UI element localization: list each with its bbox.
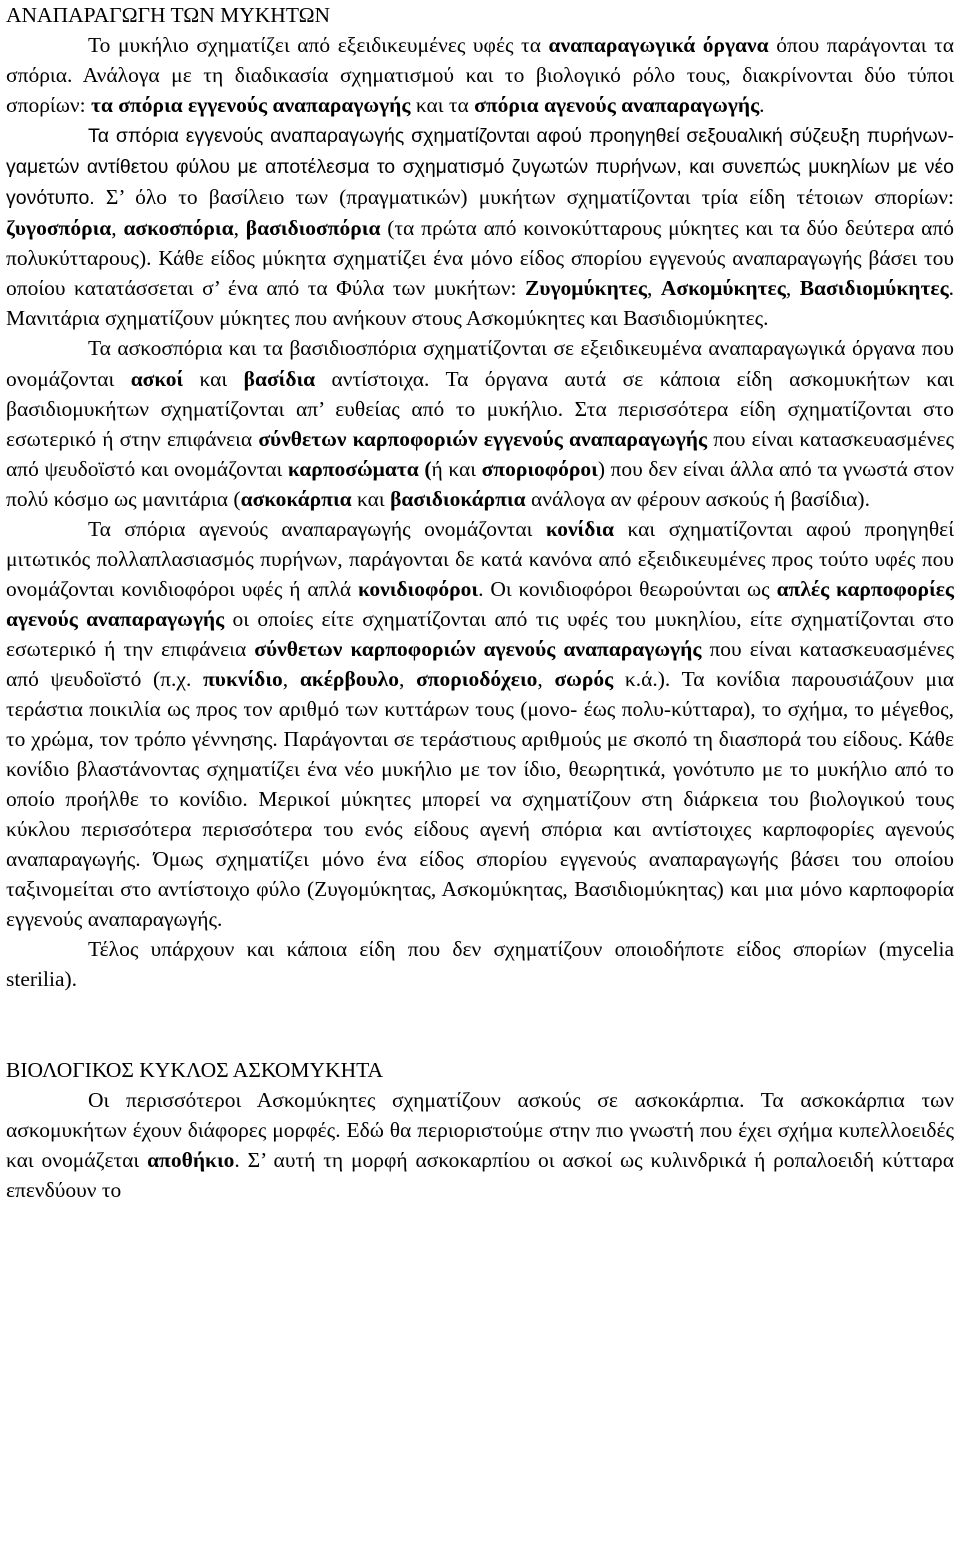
text-run: και τα [410, 93, 475, 118]
text-run: Σ’ όλο το βασίλειο των (πραγματικών) μυκήτων σχηματίζονται τρία είδη τέτοιων σπορίων: [94, 185, 954, 210]
text-run: , [399, 666, 417, 691]
text-run: Τέλος υπάρχουν και κάποια είδη που δεν σχηματίζουν οποιοδήποτε είδος σπορίων (mycelia sterilia). [6, 937, 954, 992]
bold-term: πυκνίδιο [203, 666, 283, 691]
bold-term: αποθήκιο [147, 1147, 235, 1172]
paragraph-sexual-spores [6, 120, 954, 333]
text-run: , [646, 276, 661, 301]
text-run: , [111, 216, 124, 241]
bold-term: ακέρβουλο [299, 666, 399, 691]
bold-term: Ζυγομύκητες [525, 276, 647, 301]
text-run: Τα ασκοσπόρια και τα βασιδιοσπόρια σχηματίζονται σε εξειδικευμένα αναπαραγωγικά όργανα που ονομάζονται [6, 336, 954, 391]
paragraph-apothecium [6, 1085, 954, 1205]
text-run: Οι περισσότεροι Ασκομύκητες σχηματίζουν ασκούς σε ασκοκάρπια. Τα ασκοκάρπια των ασκομυκήτων έχουν διάφορες μορφές. Εδώ θα περιοριστούμε στην πιο γνωστή που έχει σχήμα κυπελλοειδές και ονομάζεται [6, 1087, 954, 1172]
bold-term: σύνθετων καρποφοριών εγγενούς αναπαραγωγής [258, 426, 708, 451]
text-run: (τα πρώτα από κοινοκύτταρους μύκητες και τα δύο δεύτερα από πολυκύτταρους). Κάθε είδος μύκητα σχηματίζει ένα μόνο είδος σπορίου εγγενούς αναπαραγωγής βάσει του οποίου κατατάσσεται σ’ ένα από τα Φύλα των μυκήτων: [6, 216, 955, 301]
paragraph-mycelia-sterilia [6, 934, 954, 994]
text-run: . Οι κονιδιοφόροι θεωρούνται ως [478, 576, 777, 601]
bold-term: κονιδιοφόροι [358, 576, 479, 601]
section-heading-reproduction: ΑΝΑΠΑΡΑΓΩΓΗ ΤΩΝ ΜΥΚΗΤΩΝ [6, 3, 331, 27]
bold-term: σποριοφόροι [481, 456, 598, 481]
text-run: όπου παράγονται τα σπόρια. Ανάλογα με τη διαδικασία σχηματισμού και το βιολογικό ρόλο τους, διακρίνονται δύο τύποι σπορίων: [6, 33, 954, 118]
text-run: κ.ά.). Τα κονίδια παρουσιάζουν μια τεράστια ποικιλία ως προς τον αριθμό των κυττάρων τους (μονο- έως πολυ-κύτταρα), το σχήμα, το μέγεθος, το χρώμα, τον τρόπο γέννησης. Παράγονται σε τεράστιους αριθμούς με σκοπό τη διασπορά του είδους. Κάθε κονίδιο βλαστάνοντας σχηματίζει ένα νέο μυκήλιο με τον ίδιο, θεωρητικά, γονότυπο με το μυκήλιο από το οποίο προήλθε το κονίδιο. Μερικοί μύκητες μπορεί να σχηματίζουν στη διάρκεια του βιολογικού τους κύκλου περισσότερα περισσότερα του ενός είδους αγενή σπόρια και αντίστοιχες καρποφορίες αγενούς αναπαραγωγής. Όμως σχηματίζει μόνο ένα είδος σπορίου εγγενούς αναπαραγωγής βάσει του οποίου ταξινομείται στο αντίστοιχο φύλο (Ζυγομύκητας, Ασκομύκητας, Βασιδιομύκητας) και μια μόνο καρποφορία εγγενούς αναπαραγωγής. [6, 666, 955, 932]
bold-term: βασιδιοκάρπια [390, 486, 526, 511]
text-run: . Μανιτάρια σχηματίζουν μύκητες που ανήκουν στους Ασκομύκητες και Βασιδιομύκητες. [6, 276, 955, 331]
bold-term: τα σπόρια εγγενούς αναπαραγωγής [90, 93, 411, 118]
bold-term: απλές καρποφορίες αγενούς αναπαραγωγής [6, 576, 954, 631]
text-run: αντίστοιχα. Τα όργανα αυτά σε κάποια είδη ασκομυκήτων και βασιδιομυκήτων σχηματίζονται απ’ ευθείας από το μυκήλιο. Στα περισσότερα είδη σχηματίζονται στο εσωτερικό ή στην επιφάνεια [6, 366, 954, 451]
bold-term: σωρός [554, 666, 614, 691]
bold-term: κονίδια [545, 516, 615, 541]
paragraph-asexual-conidia [6, 514, 954, 935]
text-run: και [351, 486, 391, 511]
document-page [6, 0, 954, 1205]
bold-term: βασιδιοσπόρια [245, 216, 381, 241]
bold-term: σποριοδόχειο [416, 666, 538, 691]
text-run: που είναι κατασκευασμένες από ψευδοϊστό (π.χ. [6, 636, 954, 691]
text-run: . Σ’ αυτή τη μορφή ασκοκαρπίου οι ασκοί ως κυλινδρικά ή ροπαλοειδή κύτταρα επενδύουν το [6, 1147, 955, 1202]
text-run: Τα σπόρια εγγενούς αναπαραγωγής σχηματίζονται αφού προηγηθεί σεξουαλική σύζευξη πυρήνων-γαμετών αντίθετου φύλου με αποτέλεσμα το σχηματισμό ζυγωτών πυρήνων, και συνεπώς μυκηλίων με νέο γονότυπο. [6, 125, 954, 210]
text-run: που είναι κατασκευασμένες από ψευδοϊστό και ονομάζονται [6, 426, 955, 481]
text-run: , [537, 666, 555, 691]
text-run: . [759, 93, 765, 118]
section-spacer [6, 995, 954, 1055]
bold-term: καρποσώματα ( [287, 456, 432, 481]
text-run: ) που δεν είναι άλλα από τα γνωστά στον πολύ κόσμο ως μανιτάρια ( [6, 456, 954, 511]
bold-term: Βασιδιομύκητες [799, 276, 949, 301]
text-run: , [785, 276, 800, 301]
text-run: Τα σπόρια αγενούς αναπαραγωγής ονομάζονται [88, 516, 546, 541]
text-run: ανάλογα αν φέρουν ασκούς ή βασίδια). [525, 486, 870, 511]
text-run: και σχηματίζονται αφού προηγηθεί μιτωτικός πολλαπλασιασμός πυρήνων, παράγονται δε κατά κανόνα από εξειδικευμένες προς τούτο υφές που ονομάζονται κονιδιοφόροι υφές ή απλά [6, 516, 954, 601]
text-run: Το μυκήλιο σχηματίζει από εξειδικευμένες υφές τα [88, 33, 549, 57]
paragraph-asci-basidia [6, 333, 954, 513]
bold-term: ασκοί [130, 366, 184, 391]
section-heading-ascomycete-cycle: ΒΙΟΛΟΓΙΚΟΣ ΚΥΚΛΟΣ ΑΣΚΟΜΥΚΗΤΑ [6, 1057, 384, 1082]
text-run: , [233, 216, 246, 241]
text-run: ή και [431, 456, 482, 481]
bold-term: βασίδια [243, 366, 316, 391]
text-run: , [282, 666, 300, 691]
bold-term: ασκοκάρπια [240, 486, 352, 511]
bold-term: Ασκομύκητες [660, 276, 786, 301]
bold-term: ζυγοσπόρια [6, 216, 112, 241]
bold-term: σπόρια αγενούς αναπαραγωγής [474, 93, 760, 118]
text-run: οι οποίες είτε σχηματίζονται από τις υφές του μυκηλίου, είτε σχηματίζονται στο εσωτερικό ή την επιφάνεια [6, 606, 954, 661]
paragraph-reproductive-organs [6, 30, 954, 120]
bold-term: ασκοσπόρια [123, 216, 234, 241]
text-run: και [183, 366, 244, 391]
bold-term: αναπαραγωγικά όργανα [548, 33, 769, 57]
bold-term: σύνθετων καρποφοριών αγενούς αναπαραγωγής [254, 636, 702, 661]
